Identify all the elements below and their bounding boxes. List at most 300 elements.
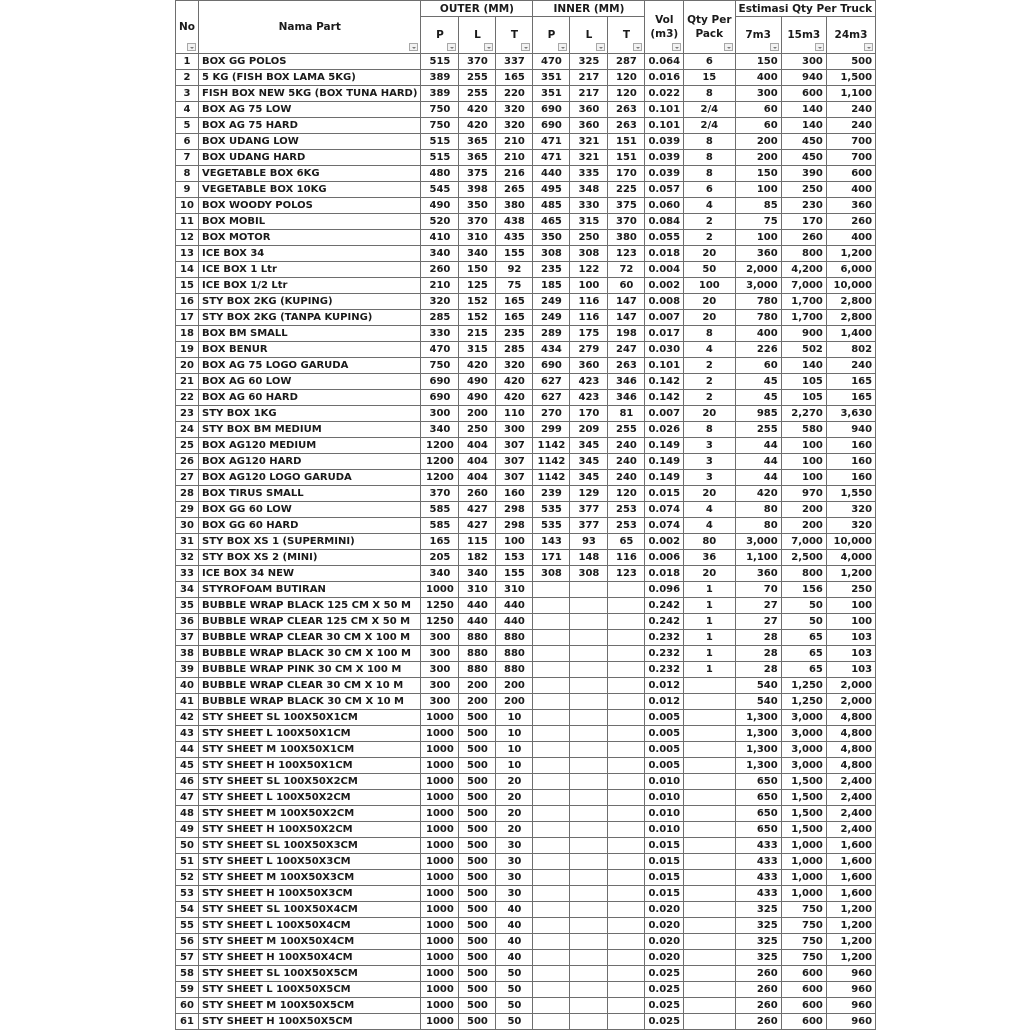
cell-qty-per-pack[interactable]: 8	[684, 86, 735, 102]
cell-inner-t[interactable]: 147	[608, 310, 645, 326]
cell-vol[interactable]: 0.002	[645, 534, 684, 550]
cell-outer-p[interactable]: 1000	[421, 902, 459, 918]
cell-inner-p[interactable]: 270	[533, 406, 570, 422]
cell-vol[interactable]: 0.020	[645, 934, 684, 950]
cell-truck-24m3[interactable]: 4,800	[826, 758, 875, 774]
cell-vol[interactable]: 0.005	[645, 742, 684, 758]
cell-outer-p[interactable]: 300	[421, 630, 459, 646]
cell-truck-7m3[interactable]: 433	[735, 854, 781, 870]
cell-outer-l[interactable]: 427	[459, 502, 496, 518]
cell-vol[interactable]: 0.007	[645, 310, 684, 326]
cell-outer-l[interactable]: 365	[459, 134, 496, 150]
cell-outer-p[interactable]: 1000	[421, 982, 459, 998]
cell-outer-l[interactable]: 375	[459, 166, 496, 182]
cell-truck-24m3[interactable]: 4,000	[826, 550, 875, 566]
cell-qty-per-pack[interactable]: 15	[684, 70, 735, 86]
cell-inner-l[interactable]	[570, 918, 608, 934]
cell-inner-l[interactable]	[570, 646, 608, 662]
cell-outer-l[interactable]: 404	[459, 470, 496, 486]
cell-inner-t[interactable]: 81	[608, 406, 645, 422]
cell-truck-7m3[interactable]: 260	[735, 966, 781, 982]
cell-inner-p[interactable]	[533, 886, 570, 902]
cell-outer-t[interactable]: 50	[496, 1014, 533, 1030]
filter-dropdown-icon[interactable]	[187, 43, 196, 51]
cell-truck-24m3[interactable]: 2,800	[826, 294, 875, 310]
cell-truck-24m3[interactable]: 240	[826, 102, 875, 118]
cell-inner-t[interactable]	[608, 614, 645, 630]
cell-inner-l[interactable]	[570, 822, 608, 838]
cell-truck-7m3[interactable]: 650	[735, 822, 781, 838]
cell-no[interactable]: 55	[176, 918, 199, 934]
cell-qty-per-pack[interactable]	[684, 886, 735, 902]
cell-truck-24m3[interactable]: 2,400	[826, 806, 875, 822]
cell-truck-24m3[interactable]: 1,400	[826, 326, 875, 342]
cell-outer-p[interactable]: 1000	[421, 742, 459, 758]
cell-outer-p[interactable]: 515	[421, 150, 459, 166]
cell-outer-p[interactable]: 300	[421, 662, 459, 678]
cell-no[interactable]: 9	[176, 182, 199, 198]
cell-truck-15m3[interactable]: 7,000	[781, 278, 826, 294]
cell-truck-7m3[interactable]: 433	[735, 838, 781, 854]
cell-qty-per-pack[interactable]: 20	[684, 406, 735, 422]
cell-no[interactable]: 21	[176, 374, 199, 390]
cell-name[interactable]: BOX AG120 MEDIUM	[199, 438, 421, 454]
cell-inner-p[interactable]: 495	[533, 182, 570, 198]
cell-qty-per-pack[interactable]: 20	[684, 566, 735, 582]
cell-truck-24m3[interactable]: 240	[826, 358, 875, 374]
cell-qty-per-pack[interactable]	[684, 918, 735, 934]
cell-inner-t[interactable]: 240	[608, 454, 645, 470]
cell-no[interactable]: 61	[176, 1014, 199, 1030]
cell-inner-l[interactable]	[570, 998, 608, 1014]
cell-outer-l[interactable]: 255	[459, 86, 496, 102]
cell-truck-7m3[interactable]: 325	[735, 918, 781, 934]
cell-truck-24m3[interactable]: 260	[826, 214, 875, 230]
cell-truck-15m3[interactable]: 600	[781, 966, 826, 982]
cell-truck-24m3[interactable]: 103	[826, 662, 875, 678]
cell-truck-7m3[interactable]: 2,000	[735, 262, 781, 278]
cell-outer-t[interactable]: 880	[496, 646, 533, 662]
cell-no[interactable]: 26	[176, 454, 199, 470]
cell-outer-t[interactable]: 10	[496, 710, 533, 726]
cell-truck-15m3[interactable]: 65	[781, 662, 826, 678]
cell-inner-t[interactable]: 370	[608, 214, 645, 230]
cell-truck-24m3[interactable]: 1,600	[826, 838, 875, 854]
cell-inner-p[interactable]	[533, 902, 570, 918]
cell-inner-t[interactable]	[608, 790, 645, 806]
cell-outer-l[interactable]: 200	[459, 406, 496, 422]
cell-truck-7m3[interactable]: 3,000	[735, 278, 781, 294]
cell-no[interactable]: 45	[176, 758, 199, 774]
cell-outer-p[interactable]: 1000	[421, 774, 459, 790]
cell-no[interactable]: 2	[176, 70, 199, 86]
cell-outer-l[interactable]: 880	[459, 662, 496, 678]
cell-qty-per-pack[interactable]: 6	[684, 54, 735, 70]
cell-no[interactable]: 60	[176, 998, 199, 1014]
cell-truck-15m3[interactable]: 1,700	[781, 294, 826, 310]
cell-truck-24m3[interactable]: 160	[826, 470, 875, 486]
cell-truck-15m3[interactable]: 3,000	[781, 758, 826, 774]
cell-truck-24m3[interactable]: 160	[826, 438, 875, 454]
cell-outer-p[interactable]: 1000	[421, 838, 459, 854]
cell-outer-t[interactable]: 20	[496, 790, 533, 806]
cell-name[interactable]: STY BOX XS 1 (SUPERMINI)	[199, 534, 421, 550]
cell-vol[interactable]: 0.012	[645, 678, 684, 694]
cell-qty-per-pack[interactable]: 8	[684, 326, 735, 342]
cell-outer-p[interactable]: 515	[421, 134, 459, 150]
cell-name[interactable]: BUBBLE WRAP BLACK 125 CM X 50 M	[199, 598, 421, 614]
cell-name[interactable]: FISH BOX NEW 5KG (BOX TUNA HARD)	[199, 86, 421, 102]
cell-inner-t[interactable]	[608, 774, 645, 790]
cell-outer-p[interactable]: 1000	[421, 1014, 459, 1030]
cell-name[interactable]: ICE BOX 34	[199, 246, 421, 262]
cell-qty-per-pack[interactable]: 20	[684, 310, 735, 326]
cell-inner-p[interactable]: 299	[533, 422, 570, 438]
cell-outer-l[interactable]: 500	[459, 966, 496, 982]
cell-truck-15m3[interactable]: 1,000	[781, 886, 826, 902]
cell-outer-t[interactable]: 420	[496, 374, 533, 390]
cell-outer-l[interactable]: 500	[459, 854, 496, 870]
cell-truck-24m3[interactable]: 320	[826, 518, 875, 534]
cell-inner-l[interactable]: 360	[570, 118, 608, 134]
cell-inner-p[interactable]	[533, 630, 570, 646]
cell-outer-t[interactable]: 320	[496, 358, 533, 374]
cell-inner-t[interactable]	[608, 838, 645, 854]
cell-truck-24m3[interactable]: 1,600	[826, 870, 875, 886]
cell-name[interactable]: STY BOX 2KG (TANPA KUPING)	[199, 310, 421, 326]
filter-dropdown-icon[interactable]	[521, 43, 530, 51]
cell-vol[interactable]: 0.242	[645, 598, 684, 614]
cell-name[interactable]: BOX UDANG LOW	[199, 134, 421, 150]
cell-inner-l[interactable]: 321	[570, 134, 608, 150]
cell-truck-24m3[interactable]: 1,200	[826, 246, 875, 262]
cell-outer-t[interactable]: 10	[496, 726, 533, 742]
cell-outer-t[interactable]: 20	[496, 822, 533, 838]
cell-truck-24m3[interactable]: 165	[826, 390, 875, 406]
cell-qty-per-pack[interactable]: 1	[684, 662, 735, 678]
cell-inner-t[interactable]: 120	[608, 86, 645, 102]
cell-inner-t[interactable]: 225	[608, 182, 645, 198]
cell-no[interactable]: 39	[176, 662, 199, 678]
cell-outer-l[interactable]: 420	[459, 102, 496, 118]
cell-inner-p[interactable]	[533, 598, 570, 614]
cell-outer-p[interactable]: 1000	[421, 966, 459, 982]
cell-inner-p[interactable]: 627	[533, 374, 570, 390]
cell-vol[interactable]: 0.018	[645, 246, 684, 262]
cell-inner-p[interactable]	[533, 694, 570, 710]
cell-qty-per-pack[interactable]: 1	[684, 630, 735, 646]
cell-inner-l[interactable]: 360	[570, 102, 608, 118]
cell-inner-p[interactable]	[533, 982, 570, 998]
cell-outer-l[interactable]: 250	[459, 422, 496, 438]
cell-no[interactable]: 18	[176, 326, 199, 342]
cell-qty-per-pack[interactable]: 80	[684, 534, 735, 550]
cell-vol[interactable]: 0.017	[645, 326, 684, 342]
cell-inner-p[interactable]	[533, 710, 570, 726]
cell-outer-t[interactable]: 307	[496, 454, 533, 470]
cell-outer-t[interactable]: 210	[496, 150, 533, 166]
cell-truck-7m3[interactable]: 780	[735, 294, 781, 310]
cell-name[interactable]: BUBBLE WRAP PINK 30 CM X 100 M	[199, 662, 421, 678]
cell-no[interactable]: 3	[176, 86, 199, 102]
cell-outer-p[interactable]: 1000	[421, 726, 459, 742]
cell-outer-l[interactable]: 500	[459, 726, 496, 742]
cell-truck-24m3[interactable]: 600	[826, 166, 875, 182]
cell-outer-t[interactable]: 10	[496, 758, 533, 774]
cell-name[interactable]: STY SHEET M 100X50X3CM	[199, 870, 421, 886]
cell-inner-t[interactable]: 263	[608, 102, 645, 118]
cell-outer-t[interactable]: 75	[496, 278, 533, 294]
cell-name[interactable]: BOX AG 75 HARD	[199, 118, 421, 134]
cell-outer-l[interactable]: 440	[459, 598, 496, 614]
cell-truck-7m3[interactable]: 226	[735, 342, 781, 358]
cell-no[interactable]: 17	[176, 310, 199, 326]
cell-qty-per-pack[interactable]: 100	[684, 278, 735, 294]
cell-inner-p[interactable]: 235	[533, 262, 570, 278]
cell-outer-l[interactable]: 427	[459, 518, 496, 534]
cell-inner-l[interactable]: 308	[570, 246, 608, 262]
cell-name[interactable]: BOX BENUR	[199, 342, 421, 358]
cell-qty-per-pack[interactable]	[684, 950, 735, 966]
cell-outer-l[interactable]: 500	[459, 870, 496, 886]
cell-truck-7m3[interactable]: 100	[735, 182, 781, 198]
cell-truck-7m3[interactable]: 260	[735, 998, 781, 1014]
cell-truck-7m3[interactable]: 420	[735, 486, 781, 502]
cell-outer-l[interactable]: 500	[459, 838, 496, 854]
cell-vol[interactable]: 0.010	[645, 774, 684, 790]
cell-inner-l[interactable]	[570, 886, 608, 902]
cell-vol[interactable]: 0.010	[645, 790, 684, 806]
cell-outer-p[interactable]: 165	[421, 534, 459, 550]
cell-truck-7m3[interactable]: 1,300	[735, 758, 781, 774]
cell-name[interactable]: BOX MOTOR	[199, 230, 421, 246]
cell-inner-p[interactable]: 171	[533, 550, 570, 566]
filter-dropdown-icon[interactable]	[484, 43, 493, 51]
cell-name[interactable]: VEGETABLE BOX 10KG	[199, 182, 421, 198]
cell-truck-24m3[interactable]: 500	[826, 54, 875, 70]
cell-inner-l[interactable]: 325	[570, 54, 608, 70]
cell-vol[interactable]: 0.025	[645, 1014, 684, 1030]
cell-inner-l[interactable]	[570, 966, 608, 982]
cell-truck-24m3[interactable]: 165	[826, 374, 875, 390]
cell-outer-p[interactable]: 1200	[421, 454, 459, 470]
cell-truck-15m3[interactable]: 800	[781, 246, 826, 262]
cell-truck-7m3[interactable]: 44	[735, 438, 781, 454]
cell-truck-7m3[interactable]: 400	[735, 326, 781, 342]
cell-inner-t[interactable]: 60	[608, 278, 645, 294]
cell-truck-15m3[interactable]: 100	[781, 438, 826, 454]
cell-qty-per-pack[interactable]: 8	[684, 150, 735, 166]
cell-truck-15m3[interactable]: 1,000	[781, 838, 826, 854]
cell-truck-7m3[interactable]: 780	[735, 310, 781, 326]
cell-inner-l[interactable]: 321	[570, 150, 608, 166]
cell-inner-l[interactable]	[570, 758, 608, 774]
cell-inner-l[interactable]: 170	[570, 406, 608, 422]
cell-no[interactable]: 27	[176, 470, 199, 486]
cell-truck-15m3[interactable]: 140	[781, 102, 826, 118]
cell-inner-l[interactable]	[570, 662, 608, 678]
cell-truck-15m3[interactable]: 750	[781, 918, 826, 934]
cell-inner-p[interactable]: 627	[533, 390, 570, 406]
cell-no[interactable]: 46	[176, 774, 199, 790]
cell-inner-l[interactable]	[570, 598, 608, 614]
cell-qty-per-pack[interactable]: 2	[684, 390, 735, 406]
cell-truck-15m3[interactable]: 100	[781, 454, 826, 470]
cell-qty-per-pack[interactable]	[684, 790, 735, 806]
cell-truck-7m3[interactable]: 80	[735, 518, 781, 534]
cell-vol[interactable]: 0.064	[645, 54, 684, 70]
cell-truck-15m3[interactable]: 450	[781, 134, 826, 150]
cell-truck-15m3[interactable]: 50	[781, 614, 826, 630]
cell-no[interactable]: 38	[176, 646, 199, 662]
cell-vol[interactable]: 0.012	[645, 694, 684, 710]
cell-inner-l[interactable]	[570, 614, 608, 630]
cell-inner-l[interactable]: 93	[570, 534, 608, 550]
cell-inner-t[interactable]	[608, 742, 645, 758]
cell-inner-t[interactable]: 198	[608, 326, 645, 342]
cell-truck-7m3[interactable]: 85	[735, 198, 781, 214]
cell-truck-24m3[interactable]: 3,630	[826, 406, 875, 422]
filter-dropdown-icon[interactable]	[815, 43, 824, 51]
cell-inner-p[interactable]	[533, 726, 570, 742]
cell-outer-l[interactable]: 370	[459, 54, 496, 70]
cell-name[interactable]: BOX TIRUS SMALL	[199, 486, 421, 502]
cell-inner-p[interactable]: 249	[533, 294, 570, 310]
cell-vol[interactable]: 0.015	[645, 838, 684, 854]
cell-outer-l[interactable]: 315	[459, 342, 496, 358]
cell-outer-p[interactable]: 1000	[421, 790, 459, 806]
cell-qty-per-pack[interactable]: 2	[684, 358, 735, 374]
cell-outer-t[interactable]: 298	[496, 502, 533, 518]
cell-inner-p[interactable]	[533, 646, 570, 662]
cell-inner-t[interactable]	[608, 694, 645, 710]
cell-qty-per-pack[interactable]: 3	[684, 438, 735, 454]
cell-inner-l[interactable]: 279	[570, 342, 608, 358]
cell-outer-p[interactable]: 470	[421, 342, 459, 358]
cell-outer-t[interactable]: 40	[496, 934, 533, 950]
cell-inner-p[interactable]: 471	[533, 134, 570, 150]
cell-truck-15m3[interactable]: 600	[781, 86, 826, 102]
cell-vol[interactable]: 0.010	[645, 822, 684, 838]
cell-inner-l[interactable]: 348	[570, 182, 608, 198]
cell-vol[interactable]: 0.020	[645, 902, 684, 918]
cell-inner-t[interactable]	[608, 646, 645, 662]
cell-vol[interactable]: 0.005	[645, 758, 684, 774]
cell-no[interactable]: 57	[176, 950, 199, 966]
cell-inner-t[interactable]	[608, 630, 645, 646]
cell-truck-24m3[interactable]: 1,200	[826, 566, 875, 582]
cell-outer-p[interactable]: 1000	[421, 582, 459, 598]
cell-truck-7m3[interactable]: 150	[735, 166, 781, 182]
cell-outer-l[interactable]: 490	[459, 374, 496, 390]
cell-truck-15m3[interactable]: 200	[781, 518, 826, 534]
cell-truck-7m3[interactable]: 650	[735, 774, 781, 790]
cell-inner-l[interactable]: 360	[570, 358, 608, 374]
cell-qty-per-pack[interactable]: 20	[684, 246, 735, 262]
cell-vol[interactable]: 0.096	[645, 582, 684, 598]
cell-inner-t[interactable]: 65	[608, 534, 645, 550]
cell-inner-p[interactable]: 289	[533, 326, 570, 342]
cell-inner-l[interactable]: 423	[570, 390, 608, 406]
cell-truck-24m3[interactable]: 1,200	[826, 934, 875, 950]
filter-dropdown-icon[interactable]	[672, 43, 681, 51]
cell-truck-24m3[interactable]: 250	[826, 582, 875, 598]
cell-truck-15m3[interactable]: 3,000	[781, 726, 826, 742]
filter-dropdown-icon[interactable]	[724, 43, 733, 51]
cell-truck-24m3[interactable]: 2,400	[826, 790, 875, 806]
cell-no[interactable]: 22	[176, 390, 199, 406]
cell-no[interactable]: 53	[176, 886, 199, 902]
cell-truck-24m3[interactable]: 6,000	[826, 262, 875, 278]
cell-inner-p[interactable]: 308	[533, 246, 570, 262]
cell-truck-24m3[interactable]: 160	[826, 454, 875, 470]
cell-inner-p[interactable]	[533, 934, 570, 950]
cell-inner-l[interactable]: 330	[570, 198, 608, 214]
cell-name[interactable]: BOX GG 60 LOW	[199, 502, 421, 518]
cell-truck-15m3[interactable]: 502	[781, 342, 826, 358]
cell-outer-p[interactable]: 210	[421, 278, 459, 294]
cell-qty-per-pack[interactable]	[684, 678, 735, 694]
cell-vol[interactable]: 0.101	[645, 118, 684, 134]
cell-inner-l[interactable]	[570, 694, 608, 710]
cell-name[interactable]: STY SHEET SL 100X50X5CM	[199, 966, 421, 982]
cell-outer-t[interactable]: 50	[496, 998, 533, 1014]
cell-no[interactable]: 56	[176, 934, 199, 950]
cell-truck-24m3[interactable]: 940	[826, 422, 875, 438]
cell-inner-t[interactable]	[608, 822, 645, 838]
cell-inner-l[interactable]: 377	[570, 518, 608, 534]
cell-outer-p[interactable]: 545	[421, 182, 459, 198]
cell-no[interactable]: 36	[176, 614, 199, 630]
cell-outer-p[interactable]: 690	[421, 390, 459, 406]
cell-truck-24m3[interactable]: 1,600	[826, 854, 875, 870]
cell-inner-t[interactable]: 151	[608, 134, 645, 150]
cell-truck-15m3[interactable]: 900	[781, 326, 826, 342]
cell-outer-p[interactable]: 300	[421, 678, 459, 694]
cell-outer-t[interactable]: 30	[496, 838, 533, 854]
cell-outer-t[interactable]: 320	[496, 118, 533, 134]
cell-name[interactable]: STY BOX 2KG (KUPING)	[199, 294, 421, 310]
cell-inner-t[interactable]: 255	[608, 422, 645, 438]
cell-inner-l[interactable]: 308	[570, 566, 608, 582]
cell-outer-p[interactable]: 340	[421, 566, 459, 582]
cell-inner-p[interactable]: 239	[533, 486, 570, 502]
cell-outer-t[interactable]: 440	[496, 614, 533, 630]
cell-outer-l[interactable]: 215	[459, 326, 496, 342]
cell-name[interactable]: BUBBLE WRAP CLEAR 30 CM X 10 M	[199, 678, 421, 694]
cell-vol[interactable]: 0.010	[645, 806, 684, 822]
cell-inner-l[interactable]	[570, 790, 608, 806]
cell-inner-p[interactable]: 1142	[533, 454, 570, 470]
cell-outer-t[interactable]: 30	[496, 854, 533, 870]
cell-name[interactable]: BOX AG120 LOGO GARUDA	[199, 470, 421, 486]
cell-inner-l[interactable]	[570, 582, 608, 598]
cell-inner-p[interactable]: 440	[533, 166, 570, 182]
cell-no[interactable]: 29	[176, 502, 199, 518]
cell-outer-l[interactable]: 500	[459, 982, 496, 998]
cell-truck-15m3[interactable]: 1,250	[781, 678, 826, 694]
cell-truck-15m3[interactable]: 105	[781, 390, 826, 406]
cell-inner-t[interactable]: 287	[608, 54, 645, 70]
cell-no[interactable]: 43	[176, 726, 199, 742]
cell-outer-p[interactable]: 1200	[421, 438, 459, 454]
cell-vol[interactable]: 0.242	[645, 614, 684, 630]
cell-no[interactable]: 42	[176, 710, 199, 726]
cell-outer-p[interactable]: 389	[421, 86, 459, 102]
cell-vol[interactable]: 0.055	[645, 230, 684, 246]
cell-inner-t[interactable]	[608, 934, 645, 950]
cell-inner-t[interactable]: 346	[608, 374, 645, 390]
